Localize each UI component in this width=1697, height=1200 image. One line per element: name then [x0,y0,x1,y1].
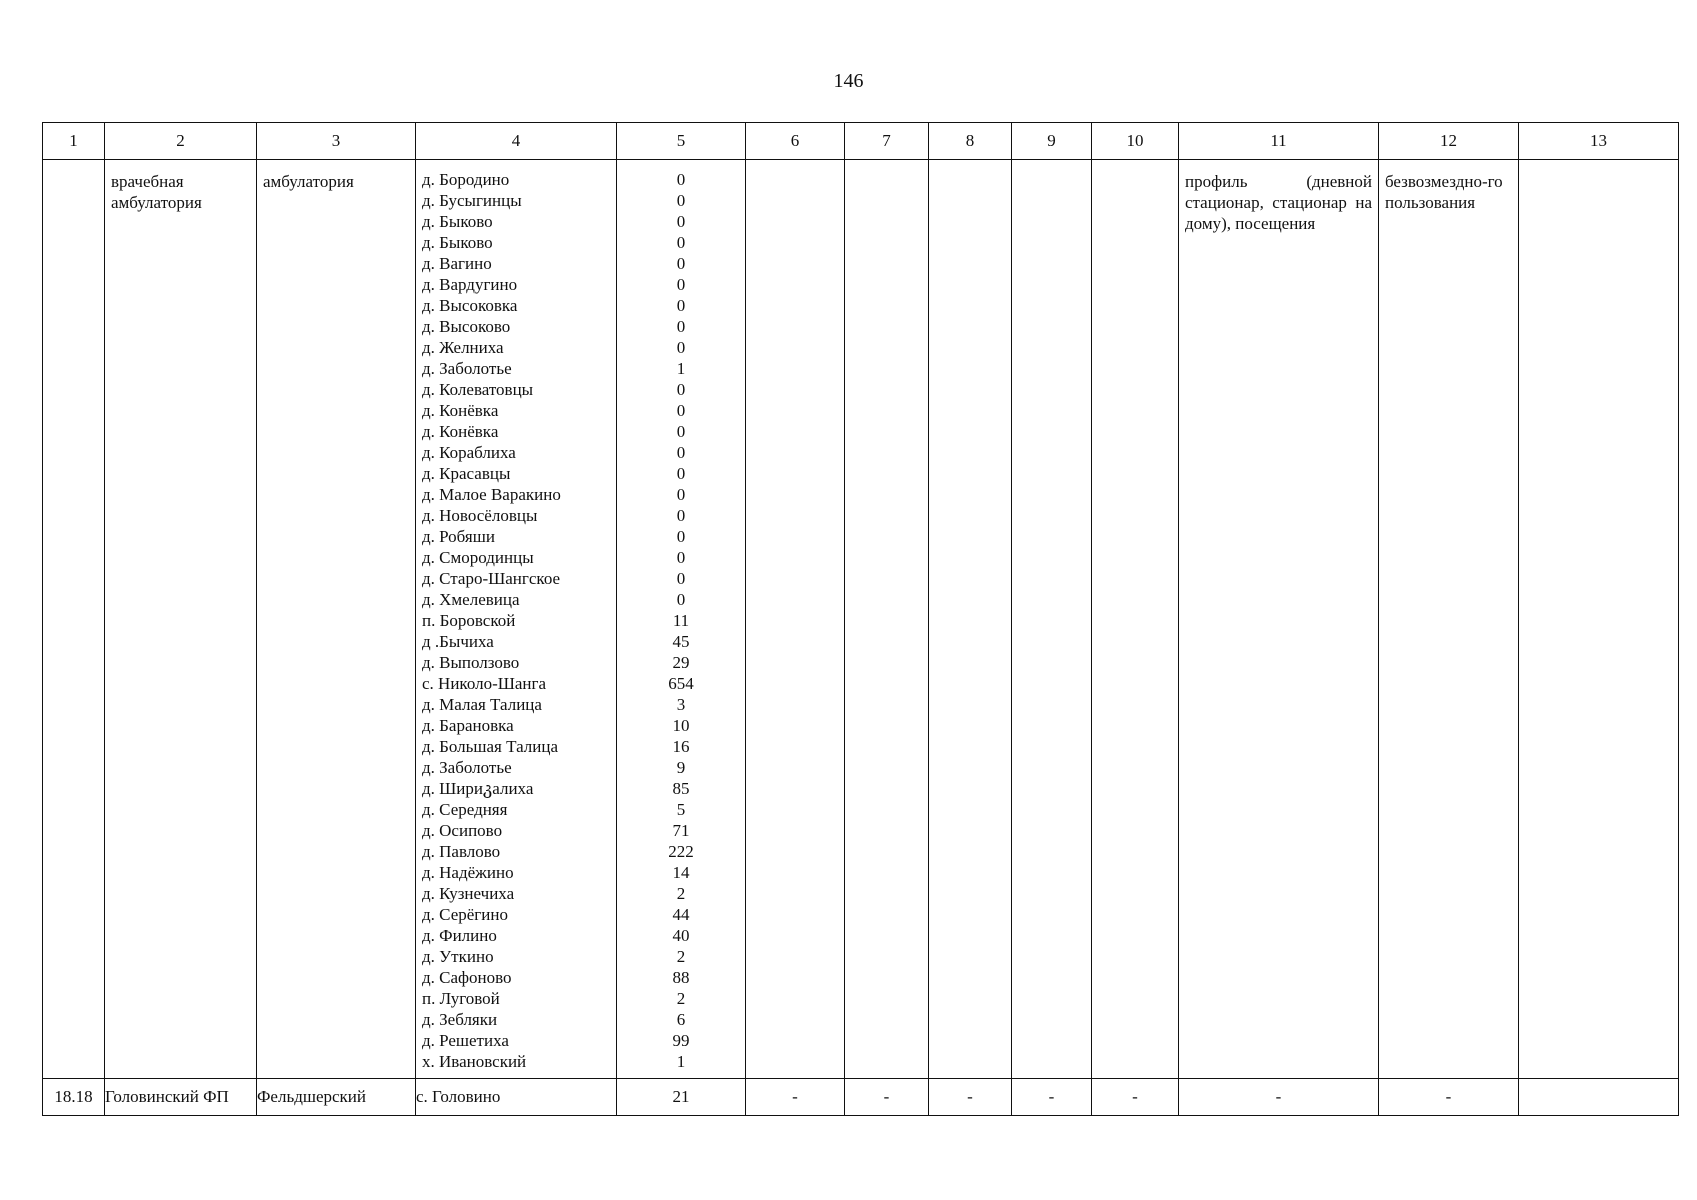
column-header: 1 [43,123,105,160]
settlement-name: д. Быково [422,212,493,231]
column-header: 4 [416,123,617,160]
settlement-population: 2 [676,947,686,966]
usage-basis-cell [1379,160,1519,1079]
settlement-population: 0 [676,443,686,462]
settlement-name: п. Боровской [422,611,516,630]
settlement-population: 0 [676,317,686,336]
column-13-cell [1519,1079,1679,1116]
settlement-name: п. Луговой [422,989,500,1008]
settlement-population: 71 [672,821,690,840]
usage-basis-cell: - [1379,1079,1519,1116]
settlement-name: д. Конёвка [422,401,499,420]
settlement-population: 0 [676,422,686,441]
facility-type: амбулатория [263,172,354,191]
settlement-name: д. Барановка [422,716,514,735]
settlement-population: 0 [676,296,686,315]
column-13-cell [1519,160,1679,1079]
settlement-name: д. Смородинцы [422,548,534,567]
column-9-value [1012,160,1091,171]
usage-basis-text: безвозмездно-го пользования [1385,172,1503,212]
settlement-population: 45 [672,632,690,651]
settlement-name: д. Хмелевица [422,590,520,609]
population-list [617,160,745,1078]
table-row [43,160,1679,1079]
column-header: 8 [929,123,1012,160]
column-header: 9 [1012,123,1092,160]
registry-table [42,122,1679,1116]
column-13-value [1519,160,1678,171]
facility-name-cell: Головинский ФП [105,1079,257,1116]
column-6-cell [746,160,845,1079]
settlement-name: д. Быково [422,233,493,252]
table-row [43,1079,1679,1116]
settlement-population: 0 [676,548,686,567]
settlement-name: д. Заболотье [422,359,512,378]
settlement-name: д. Филино [422,926,497,945]
settlement-name: д. Кузнечиха [422,884,515,903]
settlements-cell [416,160,617,1079]
settlement-name: д. Серёгино [422,905,508,924]
column-header: 10 [1092,123,1179,160]
settlement-list [416,160,616,1078]
facility-type-cell [257,160,416,1079]
row-number [43,160,104,171]
settlement-name: д. Середняя [422,800,508,819]
settlement-population: 0 [676,338,686,357]
facility-name-cell [105,160,257,1079]
settlement-population: 9 [676,758,686,777]
settlement-name: д. Заболотье [422,758,512,777]
settlement-name: д. Бородино [422,170,510,189]
column-header: 6 [746,123,845,160]
settlement-name: д. Старо-Шангское [422,569,561,588]
settlement-population: 5 [676,800,686,819]
settlement-population: 16 [672,737,690,756]
settlement-name: д. Зебляки [422,1010,498,1029]
population-cell [617,160,746,1079]
settlement-population: 0 [676,401,686,420]
row-number-cell [43,160,105,1079]
settlement-name: д. Вардугино [422,275,518,294]
settlement-population: 2 [676,989,686,1008]
column-10-value [1092,160,1178,171]
settlement-population: 2 [676,884,686,903]
settlement-name: д. Колеватовцы [422,380,534,399]
settlement-population: 0 [676,527,686,546]
column-header: 12 [1379,123,1519,160]
settlement-population: 0 [676,506,686,525]
settlement-name: д. Малая Талица [422,695,542,714]
settlement-name: д. Бусыгинцы [422,191,522,210]
settlement-population: 654 [668,674,694,693]
settlement-population: 14 [672,863,690,882]
settlement-population: 0 [676,590,686,609]
settlement-population: 0 [676,380,686,399]
settlement-population: 0 [676,569,686,588]
profile-text: профиль (дневной стационар, стационар на дому), посещения [1185,172,1372,233]
settlement-population: 40 [672,926,690,945]
settlement-population: 10 [672,716,690,735]
column-7-cell [845,160,929,1079]
facility-name: врачебная амбулатория [111,172,202,212]
settlement-name: д. Надёжино [422,863,514,882]
settlement-name: д. Осипово [422,821,503,840]
settlement-name: д. Решетиха [422,1031,509,1050]
profile-cell [1179,160,1379,1079]
settlement-population: 0 [676,212,686,231]
column-8-value [929,160,1011,171]
settlement-name: д. Уткино [422,947,494,966]
column-9-cell: - [1012,1079,1092,1116]
settlement-population: 0 [676,485,686,504]
page-number: 146 [833,70,864,92]
settlement-population: 1 [676,359,686,378]
column-6-value [746,160,844,171]
column-header: 5 [617,123,746,160]
settlement-population: 88 [672,968,690,987]
settlement-name: д. Большая Талица [422,737,559,756]
settlement-name: д. Сафоново [422,968,512,987]
settlement-population: 222 [668,842,694,861]
settlement-name: д. Высоковка [422,296,518,315]
settlement-name: д. Желниха [422,338,504,357]
settlement-name: д .Бычиха [422,632,494,651]
settlement-population: 3 [676,695,686,714]
settlement-population: 0 [676,233,686,252]
settlement-population: 1 [676,1052,686,1071]
column-8-cell [929,160,1012,1079]
settlement-cell: с. Головино [416,1079,617,1116]
column-header: 13 [1519,123,1679,160]
column-header: 2 [105,123,257,160]
column-7-value [845,160,928,171]
settlement-name: х. Ивановский [422,1052,527,1071]
row-number-cell: 18.18 [43,1079,105,1116]
settlement-population: 44 [672,905,690,924]
column-9-cell [1012,160,1092,1079]
settlement-population: 0 [676,464,686,483]
column-header: 7 [845,123,929,160]
settlement-name: д. Красавцы [422,464,511,483]
column-6-cell: - [746,1079,845,1116]
settlement-name: д. Выползово [422,653,520,672]
settlement-name: д. Конёвка [422,422,499,441]
settlement-population: 0 [676,170,686,189]
settlement-population: 11 [672,611,690,630]
column-10-cell [1092,160,1179,1079]
facility-type-cell: Фельдшерский [257,1079,416,1116]
settlement-population: 0 [676,254,686,273]
column-header: 11 [1179,123,1379,160]
settlement-population: 99 [672,1031,690,1050]
column-7-cell: - [845,1079,929,1116]
settlement-population: 6 [676,1010,686,1029]
settlement-population: 29 [672,653,690,672]
column-header: 3 [257,123,416,160]
settlement-population: 85 [672,779,690,798]
profile-cell: - [1179,1079,1379,1116]
settlement-name: д. Малое Варакино [422,485,561,504]
settlement-population: 0 [676,191,686,210]
settlement-name: д. Робяши [422,527,495,546]
settlement-name: д. Высоково [422,317,511,336]
column-number-row [43,123,1679,160]
population-cell: 21 [617,1079,746,1116]
settlement-name: д. Новосёловцы [422,506,538,525]
column-10-cell: - [1092,1079,1179,1116]
settlement-name: с. Николо-Шанга [422,674,547,693]
settlement-name: д. Вагино [422,254,492,273]
column-8-cell: - [929,1079,1012,1116]
settlement-name: д. Павлово [422,842,501,861]
settlement-population: 0 [676,275,686,294]
settlement-name: д. Кораблиха [422,443,516,462]
settlement-name: д. Шириკалиха [422,779,534,798]
